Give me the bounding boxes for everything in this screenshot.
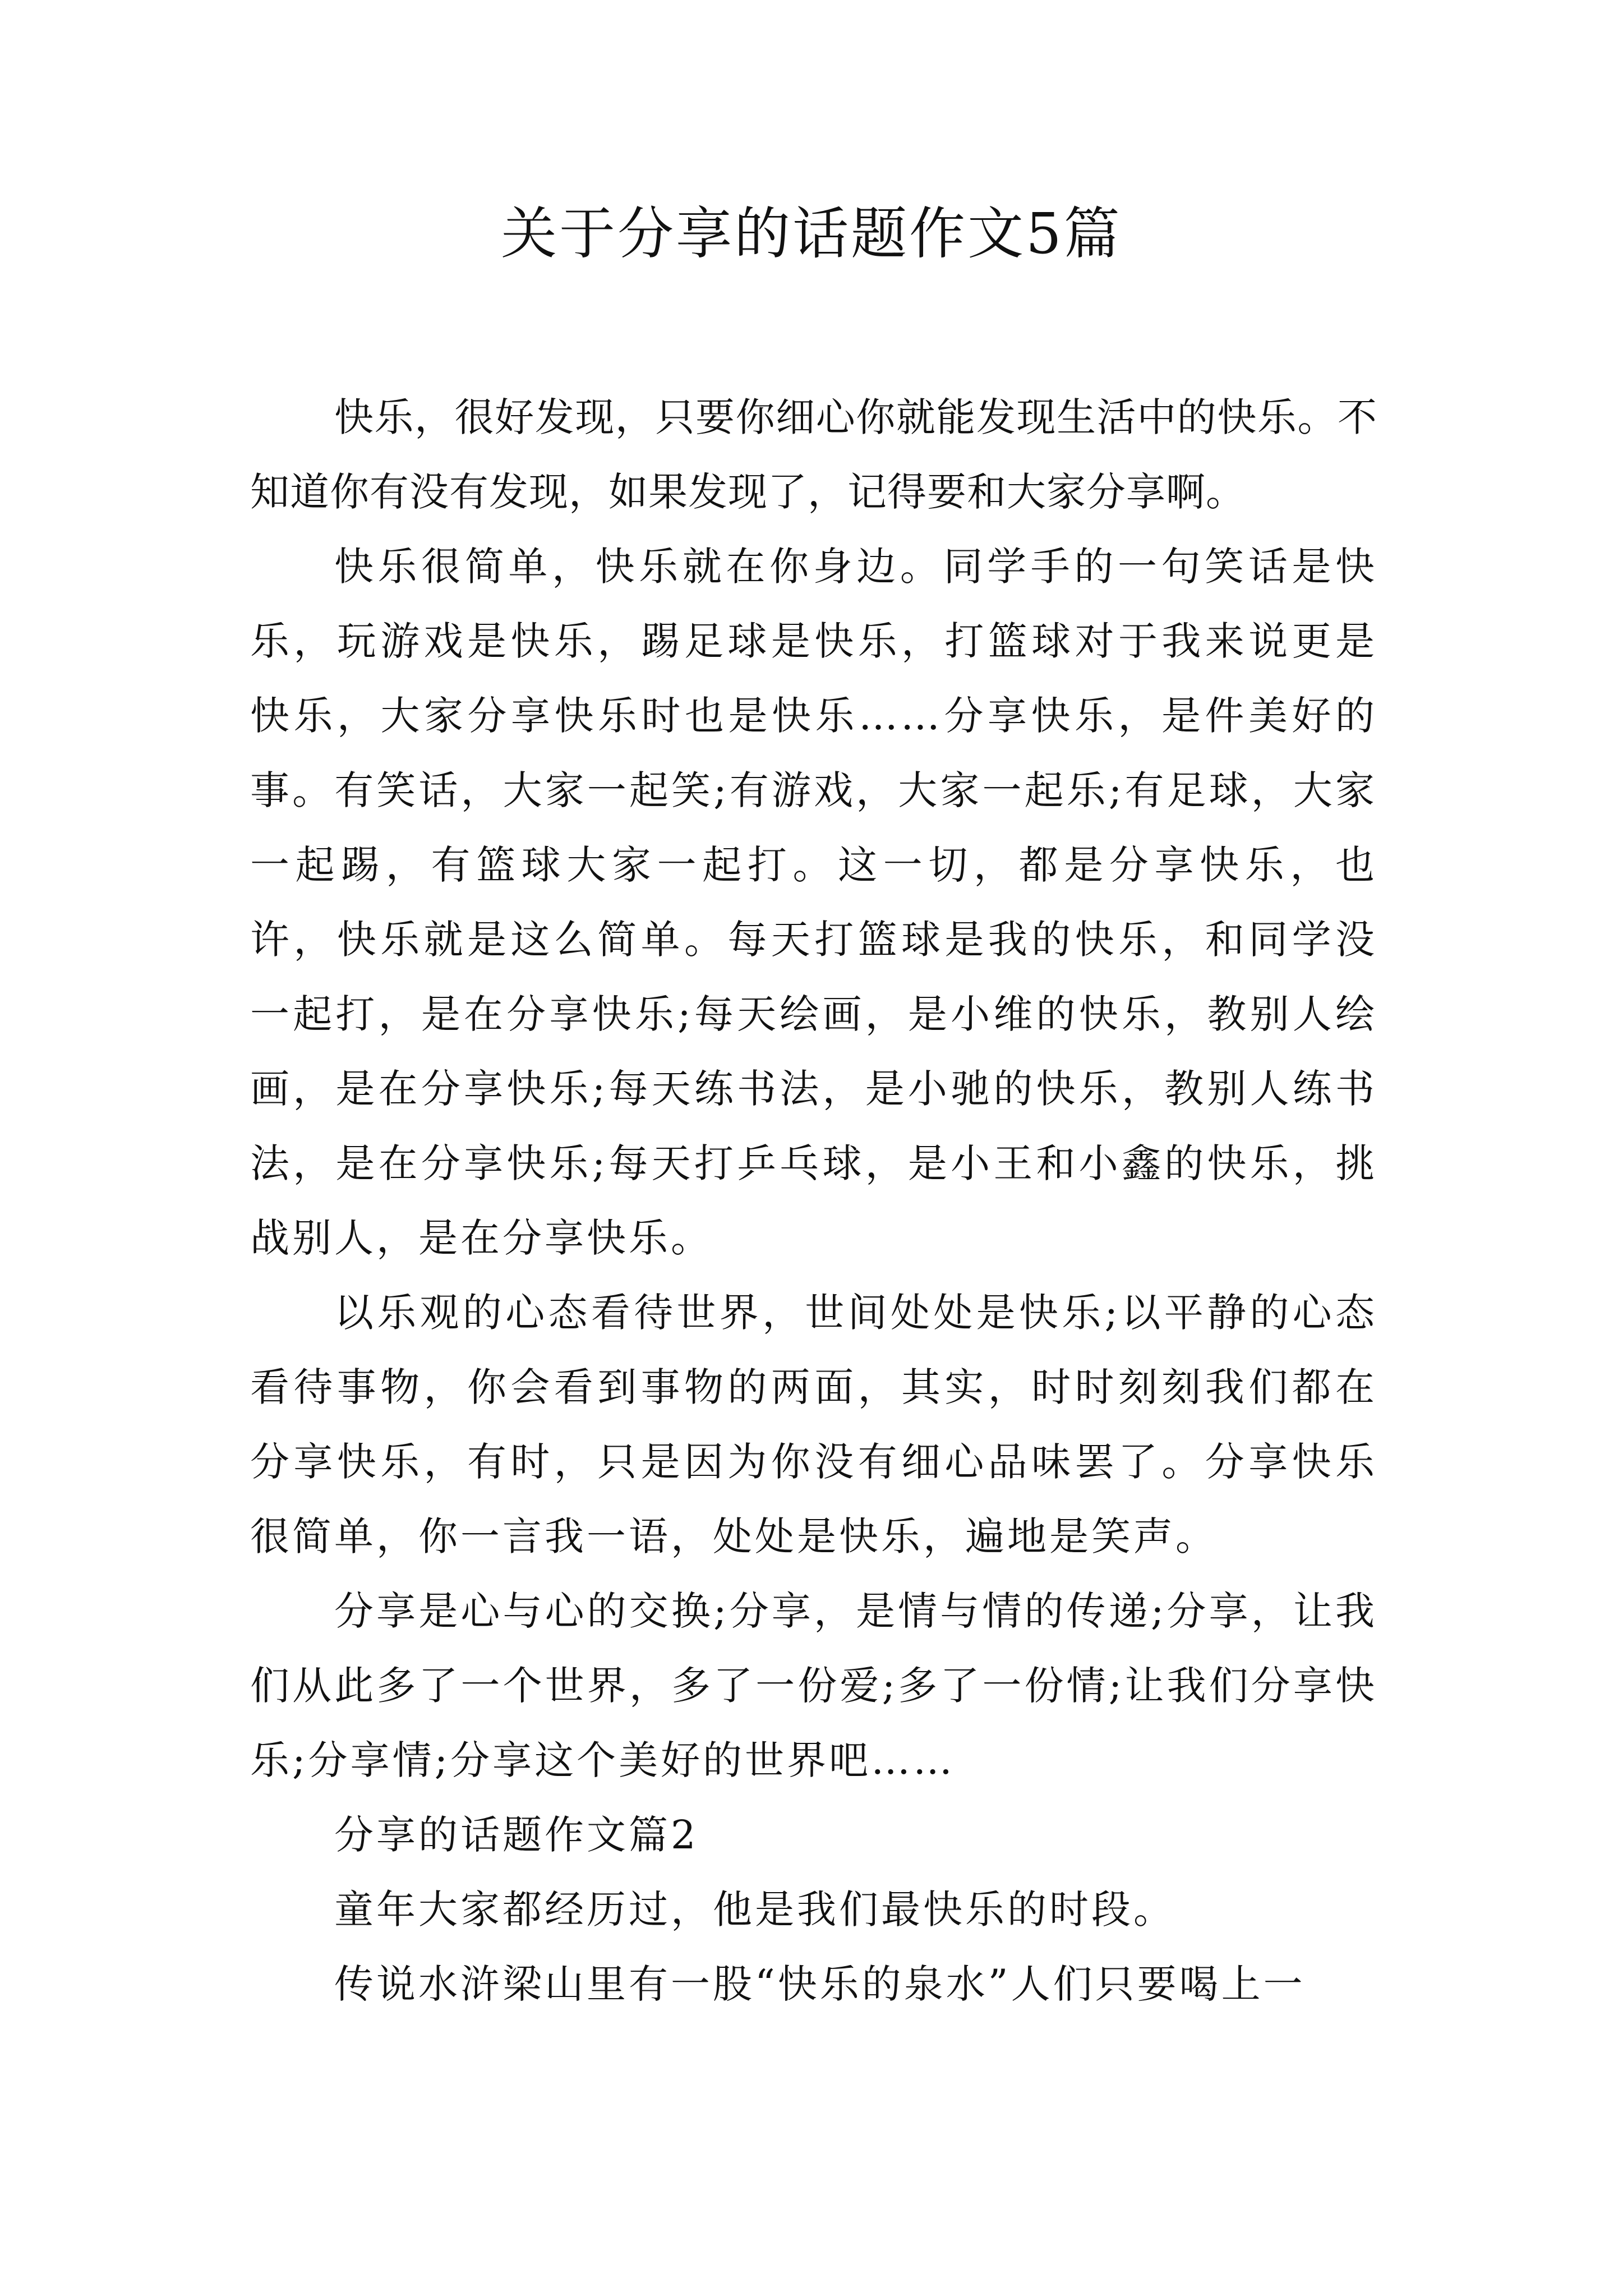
section-2-heading: 分享的话题作文篇2 <box>334 1812 699 1858</box>
document-body <box>250 380 1377 2022</box>
paragraph-3: 以乐观的心态看待世界，世间处处是快乐;以平静的心态看待事物，你会看到事物的两面，其实，时时刻刻我们都在分享快乐，有时，只是因为你没有细心品味罢了。分享快乐很简单，你一言我一语，处处是快乐，遍地是笑声。 <box>250 1290 1377 1559</box>
document-title: 关于分享的话题作文5篇 <box>501 201 1122 266</box>
paragraph-4: 分享是心与心的交换;分享，是情与情的传递;分享，让我们从此多了一个世界，多了一份爱;多了一份情;让我们分享快乐;分享情;分享这个美好的世界吧…… <box>250 1588 1377 1783</box>
section-2-paragraph-2: 传说水浒梁山里有一股“快乐的泉水”人们只要喝上一 <box>334 1961 1306 2007</box>
section-2-paragraph-1: 童年大家都经历过，他是我们最快乐的时段。 <box>334 1887 1175 1932</box>
paragraph-1: 快乐，很好发现，只要你细心你就能发现生活中的快乐。不知道你有没有发现，如果发现了，记得要和大家分享啊。 <box>250 394 1377 515</box>
paragraph-2: 快乐很简单，快乐就在你身边。同学手的一句笑话是快乐，玩游戏是快乐，踢足球是快乐，打篮球对于我来说更是快乐，大家分享快乐时也是快乐……分享快乐，是件美好的事。有笑话，大家一起笑;有游戏，大家一起乐;有足球，大家一起踢，有篮球大家一起打。这一切，都是分享快乐，也许，快乐就是这么简单。每天打篮球是我的快乐，和同学没一起打，是在分享快乐;每天绘画，是小维的快乐，教别人绘画，是在分享快乐;每天练书法，是小驰的快乐，教别人练书法，是在分享快乐;每天打乒乓球，是小王和小鑫的快乐，挑战别人，是在分享快乐。 <box>250 544 1377 1261</box>
